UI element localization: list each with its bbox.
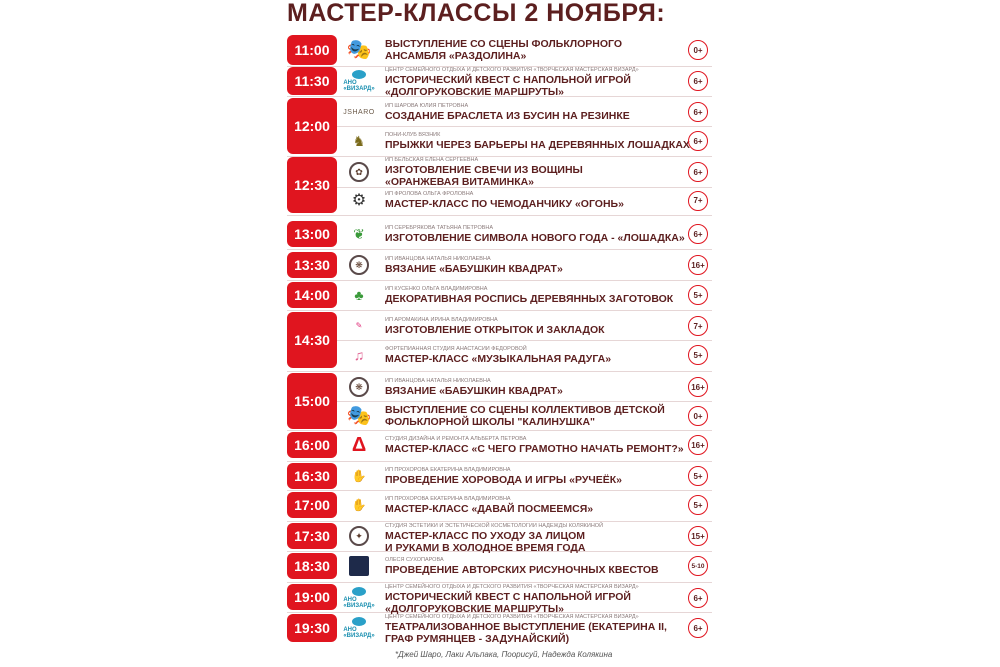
green-tree-logo-icon: ♣ xyxy=(354,287,364,303)
knitting-circle-logo-icon: ❋ xyxy=(345,254,373,276)
time-slot-badge: 14:30 xyxy=(287,312,337,368)
footnote: *Джей Шаро, Лаки Альпака, Поорисуй, Надежда Колякина xyxy=(395,650,613,659)
age-rating-badge: 16+ xyxy=(688,377,708,397)
age-rating-badge: 6+ xyxy=(688,102,708,122)
theatre-masks-icon: 🎭 xyxy=(346,39,372,61)
event-title: ВЯЗАНИЕ «БАБУШКИН КВАДРАТ» xyxy=(385,384,563,397)
time-slot-badge: 13:00 xyxy=(287,221,337,247)
event-title: «ДОЛГОРУКОВСКИЕ МАРШРУТЫ» xyxy=(385,86,565,98)
organizer-label: ИП ПРОХОРОВА ЕКАТЕРИНА ВЛАДИМИРОВНА xyxy=(385,495,511,502)
schedule-item xyxy=(343,67,675,98)
schedule-item xyxy=(343,584,675,615)
hands-logo-icon: ✋ xyxy=(351,469,367,483)
time-slot-badge: 16:00 xyxy=(287,432,337,458)
schedule-item xyxy=(345,523,675,554)
age-rating-badge: 6+ xyxy=(688,588,708,608)
age-rating-badge: 6+ xyxy=(688,71,708,91)
schedule-item xyxy=(345,342,675,368)
organizer-label: ИП БЕЛЬСКАЯ ЕЛЕНА СЕРГЕЕВНА xyxy=(385,157,479,163)
time-slot-badge: 11:00 xyxy=(287,35,337,65)
schedule-item xyxy=(345,221,685,247)
organizer-label: ИП ФРОЛОВА ОЛЬГА ФРОЛОВНА xyxy=(385,191,474,197)
age-rating-badge: 16+ xyxy=(688,255,708,275)
row-divider xyxy=(287,461,712,462)
age-rating-badge: 6+ xyxy=(688,162,708,182)
event-title: «ДОЛГОРУКОВСКИЕ МАРШРУТЫ» xyxy=(385,603,565,615)
row-divider xyxy=(287,582,712,583)
row-divider xyxy=(287,521,712,522)
organizer-label: ИП КУСЕНКО ОЛЬГА ВЛАДИМИРОВНА xyxy=(385,285,488,292)
time-slot-badge: 12:00 xyxy=(287,98,337,154)
age-rating-badge: 5+ xyxy=(688,495,708,515)
age-rating-badge: 5+ xyxy=(688,285,708,305)
event-title: ФОЛЬКЛОРНОЙ ШКОЛЫ "КАЛИНУШКА" xyxy=(385,416,596,428)
event-title: «ОРАНЖЕВАЯ ВИТАМИНКА» xyxy=(385,176,535,188)
event-title: МАСТЕР-КЛАСС «ДАВАЙ ПОСМЕЕМСЯ» xyxy=(385,502,594,515)
event-title: И РУКАМИ В ХОЛОДНОЕ ВРЕМЯ ГОДА xyxy=(385,542,586,554)
schedule-item xyxy=(345,492,675,518)
organizer-label: ФОРТЕПИАННАЯ СТУДИЯ АНАСТАСИИ ФЕДОРОВОЙ xyxy=(385,345,527,352)
schedule-item xyxy=(345,553,675,579)
organizer-label: ИП ШАРОВА ЮЛИЯ ПЕТРОВНА xyxy=(385,102,469,109)
time-slot-badge: 19:30 xyxy=(287,614,337,642)
row-divider xyxy=(287,310,712,311)
age-rating-badge: 6+ xyxy=(688,224,708,244)
time-slot-badge: 15:00 xyxy=(287,373,337,429)
event-title: АНСАМБЛЯ «РАЗДОЛИНА» xyxy=(385,50,527,62)
time-slot-badge: 19:00 xyxy=(287,584,337,610)
organizer-label: ИП ИВАНЦОВА НАТАЛЬЯ НИКОЛАЕВНА xyxy=(385,255,491,262)
organizer-label: ЦЕНТР СЕМЕЙНОГО ОТДЫХА И ДЕТСКОГО РАЗВИТИЯ «ТВОРЧЕСКАЯ МАСТЕРСКАЯ ВИЗАРД» xyxy=(385,584,639,590)
event-title: ИСТОРИЧЕСКИЙ КВЕСТ С НАПОЛЬНОЙ ИГРОЙ xyxy=(385,74,631,86)
event-title: МАСТЕР-КЛАСС «С ЧЕГО ГРАМОТНО НАЧАТЬ РЕМОНТ?» xyxy=(385,442,684,455)
event-title: ВЫСТУПЛЕНИЕ СО СЦЕНЫ КОЛЛЕКТИВОВ ДЕТСКОЙ xyxy=(385,404,665,416)
row-divider xyxy=(287,340,712,341)
schedule-item xyxy=(345,252,675,278)
organizer-label: ЦЕНТР СЕМЕЙНОГО ОТДЫХА И ДЕТСКОГО РАЗВИТИЯ «ТВОРЧЕСКАЯ МАСТЕРСКАЯ ВИЗАРД» xyxy=(385,614,639,620)
quest-dark-logo-icon xyxy=(345,555,373,577)
age-rating-badge: 6+ xyxy=(688,618,708,638)
schedule-grid xyxy=(287,35,717,647)
ano-vizard-logo-icon: АНО «ВИЗАРД» xyxy=(345,617,373,639)
event-title: ПРОВЕДЕНИЕ ХОРОВОДА И ИГРЫ «РУЧЕЁК» xyxy=(385,473,623,486)
event-title: ПРЫЖКИ ЧЕРЕЗ БАРЬЕРЫ НА ДЕРЕВЯННЫХ ЛОШАДКАХ xyxy=(385,138,690,151)
time-slot-badge: 18:30 xyxy=(287,553,337,579)
event-title: ИСТОРИЧЕСКИЙ КВЕСТ С НАПОЛЬНОЙ ИГРОЙ xyxy=(385,591,631,603)
event-title: МАСТЕР-КЛАСС «МУЗЫКАЛЬНАЯ РАДУГА» xyxy=(385,352,612,365)
event-title: ИЗГОТОВЛЕНИЕ ОТКРЫТОК И ЗАКЛАДОК xyxy=(385,323,605,336)
music-studio-logo-icon: ♫ xyxy=(353,347,365,363)
schedule-item xyxy=(345,432,684,458)
age-rating-badge: 0+ xyxy=(688,406,708,426)
row-divider xyxy=(287,249,712,250)
organizer-label: ИП СЕРЕБРЯКОВА ТАТЬЯНА ПЕТРОВНА xyxy=(385,224,494,231)
time-slot-badge: 11:30 xyxy=(287,67,337,95)
horse-club-logo-icon: ♞ xyxy=(352,133,366,149)
event-title: ГРАФ РУМЯНЦЕВ - ЗАДУНАЙСКИЙ) xyxy=(385,633,570,645)
theatre-masks-icon: 🎭 xyxy=(346,405,372,427)
schedule-item xyxy=(345,157,675,187)
age-rating-badge: 5+ xyxy=(688,345,708,365)
age-rating-badge: 5+ xyxy=(688,466,708,486)
event-title: ДЕКОРАТИВНАЯ РОСПИСЬ ДЕРЕВЯННЫХ ЗАГОТОВОК xyxy=(385,292,674,305)
robot-logo-icon: ⚙ xyxy=(351,191,367,209)
page-title: МАСТЕР-КЛАССЫ 2 НОЯБРЯ: xyxy=(287,0,666,27)
event-title: МАСТЕР-КЛАСС ПО ЧЕМОДАНЧИКУ «ОГОНЬ» xyxy=(385,198,624,210)
event-title: СОЗДАНИЕ БРАСЛЕТА ИЗ БУСИН НА РЕЗИНКЕ xyxy=(385,109,630,122)
organizer-label: ИП ИВАНЦОВА НАТАЛЬЯ НИКОЛАЕВНА xyxy=(385,377,491,384)
schedule-item xyxy=(345,35,675,65)
age-rating-badge: 15+ xyxy=(688,526,708,546)
time-slot-badge: 12:30 xyxy=(287,157,337,213)
schedule-item xyxy=(345,282,675,308)
time-slot-badge: 17:00 xyxy=(287,492,337,518)
schedule-item xyxy=(345,401,675,431)
organizer-label: ИП ПРОХОРОВА ЕКАТЕРИНА ВЛАДИМИРОВНА xyxy=(385,466,511,473)
sharo-logo-icon: JSHARO xyxy=(343,108,375,116)
time-slot-badge: 16:30 xyxy=(287,463,337,489)
knitting-circle-logo-icon: ❋ xyxy=(345,376,373,398)
ano-vizard-logo-icon: АНО «ВИЗАРД» xyxy=(345,70,373,92)
event-title: ВЯЗАНИЕ «БАБУШКИН КВАДРАТ» xyxy=(385,262,563,275)
age-rating-badge: 7+ xyxy=(688,316,708,336)
age-rating-badge: 6+ xyxy=(688,131,708,151)
schedule-item xyxy=(345,188,675,213)
schedule-item xyxy=(345,98,675,126)
event-title: ИЗГОТОВЛЕНИЕ СВЕЧИ ИЗ ВОЩИНЫ xyxy=(385,164,583,176)
organizer-label: ЦЕНТР СЕМЕЙНОГО ОТДЫХА И ДЕТСКОГО РАЗВИТИЯ «ТВОРЧЕСКАЯ МАСТЕРСКАЯ ВИЗАРД» xyxy=(385,67,639,73)
hands-logo-icon: ✋ xyxy=(351,498,367,512)
row-divider xyxy=(287,371,712,372)
cosmetology-logo-icon: ✦ xyxy=(345,525,373,547)
schedule-item xyxy=(345,373,675,401)
schedule-item xyxy=(345,128,690,154)
organizer-label: СТУДИЯ ДИЗАЙНА И РЕМОНТА АЛЬБЕРТА ПЕТРОВА xyxy=(385,435,527,442)
age-rating-badge: 16+ xyxy=(688,435,708,455)
schedule-item xyxy=(343,614,675,645)
schedule-item xyxy=(345,312,675,340)
age-rating-badge: 0+ xyxy=(688,40,708,60)
candle-studio-logo-icon: ✿ xyxy=(345,161,373,183)
green-leaf-logo-icon: ❦ xyxy=(353,226,365,242)
red-a-logo-icon: Δ xyxy=(351,434,367,456)
organizer-label: ОЛЕСЯ СУХОПАРОВА xyxy=(385,556,444,563)
schedule-item xyxy=(345,463,675,489)
organizer-label: ПОНИ-КЛУБ ВЯЗНИК xyxy=(385,131,441,138)
event-title: ТЕАТРАЛИЗОВАННОЕ ВЫСТУПЛЕНИЕ (ЕКАТЕРИНА II, xyxy=(385,621,667,633)
row-divider xyxy=(287,490,712,491)
event-title: ИЗГОТОВЛЕНИЕ СИМВОЛА НОВОГО ГОДА - «ЛОШАДКА» xyxy=(385,231,685,244)
row-divider xyxy=(287,126,712,127)
row-divider xyxy=(287,215,712,216)
time-slot-badge: 13:30 xyxy=(287,252,337,278)
event-title: ПРОВЕДЕНИЕ АВТОРСКИХ РИСУНОЧНЫХ КВЕСТОВ xyxy=(385,563,659,576)
ano-vizard-logo-icon: АНО «ВИЗАРД» xyxy=(345,587,373,609)
time-slot-badge: 17:30 xyxy=(287,523,337,549)
pink-script-logo-icon: ✎ xyxy=(355,321,363,330)
age-rating-badge: 5-10 xyxy=(688,556,708,576)
row-divider xyxy=(287,280,712,281)
time-slot-badge: 14:00 xyxy=(287,282,337,308)
age-rating-badge: 7+ xyxy=(688,191,708,211)
organizer-label: СТУДИЯ ЭСТЕТИКИ И ЭСТЕТИЧЕСКОЙ КОСМЕТОЛОГИИ НАДЕЖДЫ КОЛЯКИНОЙ xyxy=(385,523,604,529)
event-title: МАСТЕР-КЛАСС ПО УХОДУ ЗА ЛИЦОМ xyxy=(385,530,586,542)
event-title: ВЫСТУПЛЕНИЕ СО СЦЕНЫ ФОЛЬКЛОРНОГО xyxy=(385,38,622,50)
organizer-label: ИП АРОМАКИНА ИРИНА ВЛАДИМИРОВНА xyxy=(385,316,498,323)
